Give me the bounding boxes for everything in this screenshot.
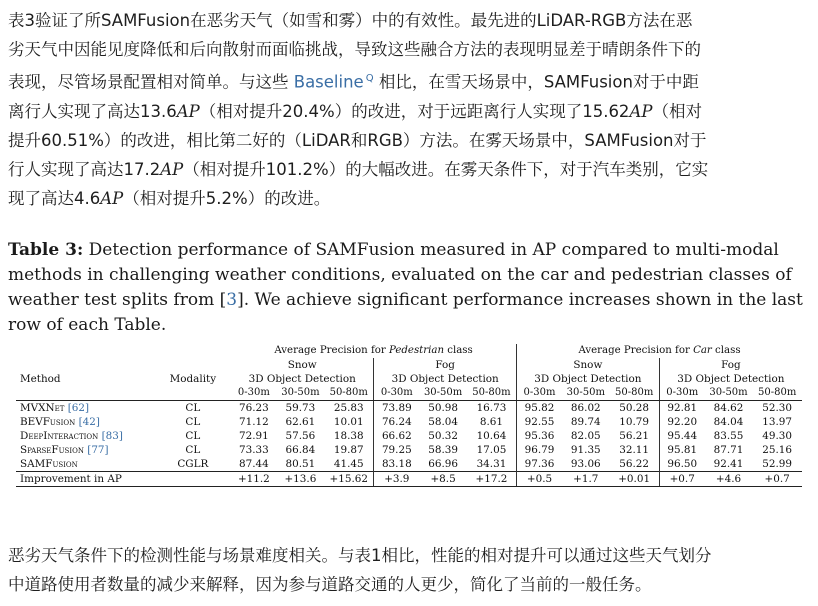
- table-row-ours: [16, 457, 802, 472]
- table-row: [16, 401, 802, 416]
- method-cell: [16, 429, 155, 443]
- improvement-cell: +15.62: [324, 472, 374, 487]
- caption-text: ]. We achieve significant performance increases shown in the last row of each Table.: [8, 290, 803, 335]
- value-cell: 83.18: [374, 457, 420, 472]
- bottom-paragraph: [8, 541, 808, 599]
- value-cell: 58.39: [428, 444, 458, 456]
- snow-header: Snow: [517, 358, 660, 372]
- range-header: 30-50m: [277, 386, 325, 401]
- value-cell: 84.04: [713, 416, 744, 428]
- empty-cell: [155, 386, 232, 401]
- value-cell: 73.89: [374, 401, 420, 416]
- citation-link[interactable]: [77]: [87, 444, 109, 456]
- value-cell: 34.31: [476, 458, 507, 470]
- modality-cell: CGLR: [177, 458, 209, 470]
- value-cell: 95.81: [659, 443, 705, 457]
- value-cell: 57.56: [285, 430, 316, 442]
- value-cell: 96.50: [659, 457, 705, 472]
- value-cell: 84.62: [705, 401, 753, 416]
- detection-header: 3D Object Detection: [374, 372, 517, 386]
- text-segment: 行人实现了高达17.2: [8, 159, 161, 179]
- range-header: 0-30m: [517, 386, 563, 401]
- citation-link[interactable]: [42]: [78, 416, 100, 428]
- group-header-class: Pedestrian: [388, 345, 445, 356]
- range-header: 50-80m: [752, 386, 802, 401]
- value-cell: 86.02: [562, 401, 610, 416]
- table-row: [16, 415, 802, 429]
- value-cell: 66.96: [428, 458, 458, 470]
- empty-cell: [155, 344, 232, 358]
- value-cell: 16.73: [467, 401, 517, 416]
- top-paragraph: [8, 6, 808, 213]
- value-cell: 49.30: [762, 430, 793, 442]
- value-cell: 73.33: [238, 444, 269, 456]
- range-header: 50-80m: [467, 386, 517, 401]
- empty-cell: [16, 386, 155, 401]
- range-header: 30-50m: [419, 386, 467, 401]
- modality-cell: CL: [155, 401, 232, 416]
- value-cell: 92.41: [713, 458, 744, 470]
- improvement-cell: +17.2: [467, 472, 517, 487]
- text-segment: 表现，尽管场景配置相对简单。与这些: [8, 72, 294, 92]
- improvement-cell: +0.01: [610, 472, 660, 487]
- value-cell: 18.38: [333, 430, 364, 442]
- improvement-cell: +3.9: [374, 472, 420, 487]
- value-cell: 19.87: [333, 444, 364, 456]
- value-cell: 93.06: [570, 458, 601, 470]
- table-caption: [8, 238, 808, 338]
- improvement-cell: +0.7: [752, 472, 802, 487]
- empty-cell: [16, 344, 155, 358]
- value-cell: 87.44: [238, 458, 269, 470]
- improvement-cell: +1.7: [562, 472, 610, 487]
- top-paragraph-line-4: [8, 97, 808, 126]
- value-cell: 8.61: [479, 416, 504, 428]
- text-segment: （相对提升101.2%）的大幅改进。在雾天条件下，对于汽车类别，它实: [183, 159, 709, 179]
- value-cell: 10.01: [333, 416, 364, 428]
- value-cell: 17.05: [476, 444, 507, 456]
- modality-cell: CL: [185, 416, 201, 428]
- detection-header: 3D Object Detection: [659, 372, 802, 386]
- value-cell: 50.98: [419, 401, 467, 416]
- value-cell: 66.62: [374, 429, 420, 443]
- top-paragraph-line-2: 劣天气中因能见度降低和后向散射而面临挑战，导致这些融合方法的表现明显差于晴朗条件下的: [8, 40, 701, 59]
- method-cell: [16, 415, 155, 429]
- value-cell: 83.55: [713, 430, 744, 442]
- value-cell: 32.11: [619, 444, 650, 456]
- citation-link[interactable]: [83]: [101, 430, 123, 442]
- value-cell: 13.97: [762, 416, 793, 428]
- value-cell: 97.36: [517, 457, 563, 472]
- pedestrian-group-header: [231, 344, 516, 358]
- value-cell: 52.99: [762, 458, 793, 470]
- bottom-paragraph-line-1: 恶劣天气条件下的检测性能与场景难度相关。与表1相比，性能的相对提升可以通过这些天气划分: [8, 546, 712, 565]
- value-cell: 10.79: [619, 416, 650, 428]
- group-header-text: class: [711, 345, 741, 356]
- value-cell: 95.82: [517, 401, 563, 416]
- value-cell: 82.05: [570, 430, 601, 442]
- value-cell: 95.44: [659, 429, 705, 443]
- range-header: 0-30m: [659, 386, 705, 401]
- ap-term: AP: [629, 101, 653, 121]
- caption-label: Table 3:: [8, 240, 84, 260]
- fog-header: Fog: [374, 358, 517, 372]
- method-name: MVXNet: [20, 402, 65, 414]
- detection-header: 3D Object Detection: [248, 373, 356, 385]
- modality-column-header: Modality: [169, 373, 217, 385]
- improvement-cell: +8.5: [419, 472, 467, 487]
- text-segment: （相对: [652, 101, 702, 121]
- text-segment: 离行人实现了高达13.6: [8, 101, 177, 121]
- results-table: [16, 344, 802, 487]
- value-cell: 50.32: [428, 430, 458, 442]
- ap-term: AP: [176, 101, 200, 121]
- value-cell: 62.61: [285, 416, 316, 428]
- value-cell: 92.81: [659, 401, 705, 416]
- range-header: 0-30m: [231, 386, 277, 401]
- empty-cell: [16, 358, 155, 372]
- group-header-text: Average Precision for: [274, 345, 389, 356]
- value-cell: 52.30: [752, 401, 802, 416]
- method-name: DeepInteraction: [20, 430, 99, 442]
- value-cell: 80.51: [285, 458, 316, 470]
- top-paragraph-line-7: [8, 184, 808, 213]
- value-cell: 87.71: [713, 444, 744, 456]
- bottom-paragraph-line-2: 中道路使用者数量的减少来解释，因为参与道路交通的人更少，简化了当前的一般任务。: [8, 575, 652, 594]
- fog-header: Fog: [659, 358, 802, 372]
- value-cell: 92.20: [659, 415, 705, 429]
- value-cell: 79.25: [374, 443, 420, 457]
- modality-cell: CL: [185, 444, 201, 456]
- table-row: [16, 443, 802, 457]
- method-cell: [16, 443, 155, 457]
- text-segment: 相比，在雪天场景中，SAMFusion对于中距: [373, 72, 699, 92]
- ap-term: AP: [100, 188, 124, 208]
- range-header: 50-80m: [324, 386, 374, 401]
- modality-cell: CL: [185, 430, 201, 442]
- empty-cell: [155, 358, 232, 372]
- text-segment: （相对提升20.4%）的改进，对于远距离行人实现了15.62: [199, 101, 630, 121]
- value-cell: 76.23: [231, 401, 277, 416]
- top-paragraph-line-6: [8, 155, 808, 184]
- improvement-label: Improvement in AP: [16, 472, 231, 487]
- text-segment: 现了高达4.6: [8, 188, 101, 208]
- range-header: 0-30m: [374, 386, 420, 401]
- range-header: 30-50m: [562, 386, 610, 401]
- value-cell: 92.55: [517, 415, 563, 429]
- citation-link[interactable]: [62]: [67, 402, 90, 414]
- method-cell: [16, 401, 155, 416]
- method-name: SparseFusion: [20, 444, 84, 456]
- improvement-cell: +11.2: [231, 472, 277, 487]
- value-cell: 91.35: [570, 444, 601, 456]
- value-cell: 58.04: [428, 416, 458, 428]
- baseline-link[interactable]: Baseline: [293, 72, 364, 92]
- value-cell: 89.74: [570, 416, 601, 428]
- range-header: 30-50m: [705, 386, 753, 401]
- improvement-cell: +0.5: [517, 472, 563, 487]
- value-cell: 25.83: [324, 401, 374, 416]
- snow-header: Snow: [287, 359, 317, 371]
- group-header-text: class: [444, 345, 473, 356]
- range-header: 50-80m: [610, 386, 660, 401]
- table-row-improvement: [16, 472, 802, 487]
- car-group-header: [517, 344, 802, 358]
- search-icon[interactable]: Q: [365, 73, 374, 84]
- value-cell: 10.64: [476, 430, 507, 442]
- caption-text: Detection performance of SAMFusion measured in AP compared to multi-modal methods in challenging weather conditions, evaluated on the car and pedestrian classes of weather test splits from [: [8, 240, 792, 310]
- top-paragraph-line-1: 表3验证了所SAMFusion在恶劣天气（如雪和雾）中的有效性。最先进的LiDAR-RGB方法在恶: [8, 11, 693, 30]
- detection-header: 3D Object Detection: [517, 372, 660, 386]
- table-row: [16, 429, 802, 443]
- improvement-cell: +0.7: [659, 472, 705, 487]
- top-paragraph-line-3: [8, 64, 808, 97]
- method-name: BEVFusion: [20, 416, 76, 428]
- method-column-header: Method: [20, 373, 61, 385]
- citation-link[interactable]: 3: [226, 290, 238, 310]
- ap-term: AP: [160, 159, 184, 179]
- improvement-cell: +13.6: [277, 472, 325, 487]
- value-cell: 76.24: [374, 415, 420, 429]
- value-cell: 56.22: [619, 458, 650, 470]
- value-cell: 66.84: [285, 444, 316, 456]
- method-cell: SAMFusion: [20, 458, 78, 470]
- group-header-text: Average Precision for: [578, 345, 694, 356]
- value-cell: 50.28: [610, 401, 660, 416]
- value-cell: 72.91: [238, 430, 269, 442]
- value-cell: 95.36: [517, 429, 563, 443]
- group-header-class: Car: [693, 345, 712, 356]
- value-cell: 25.16: [762, 444, 793, 456]
- value-cell: 71.12: [238, 416, 269, 428]
- value-cell: 41.45: [333, 458, 364, 470]
- top-paragraph-line-5: 提升60.51%）的改进，相比第二好的（LiDAR和RGB）方法。在雾天场景中，SAMFusion对于: [8, 130, 707, 150]
- improvement-cell: +4.6: [705, 472, 753, 487]
- value-cell: 56.21: [619, 430, 650, 442]
- text-segment: （相对提升5.2%）的改进。: [123, 188, 331, 208]
- value-cell: 59.73: [277, 401, 325, 416]
- value-cell: 96.79: [517, 443, 563, 457]
